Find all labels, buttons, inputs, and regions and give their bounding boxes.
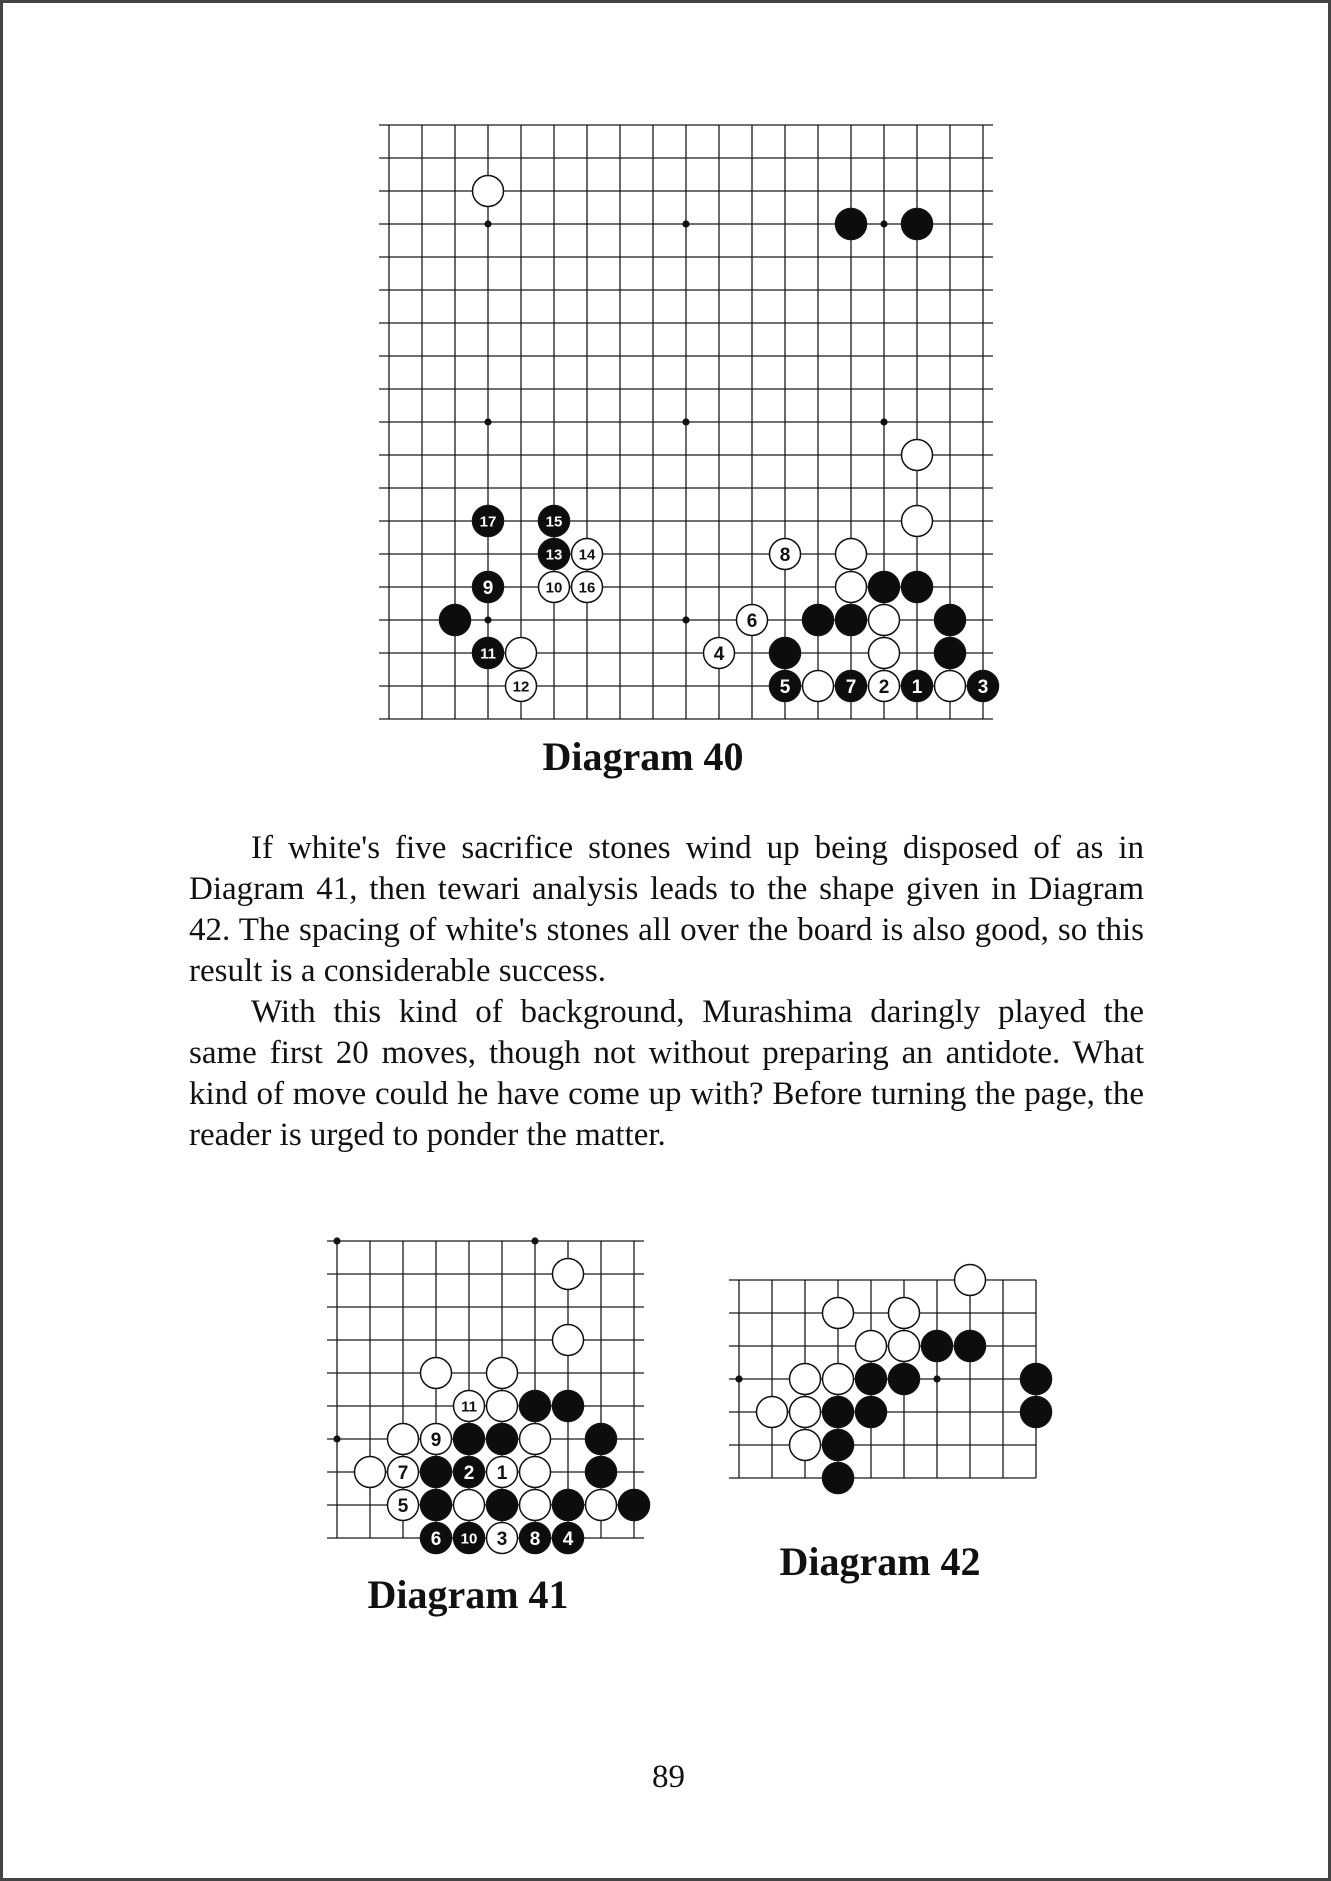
move-number: 6 xyxy=(746,610,758,632)
black-stone xyxy=(835,208,866,239)
move-number: 7 xyxy=(845,676,857,698)
white-stone xyxy=(822,1297,853,1328)
black-stone xyxy=(934,604,965,635)
white-stone xyxy=(420,1357,451,1388)
white-stone xyxy=(901,505,932,536)
black-stone xyxy=(855,1396,886,1427)
move-number: 1 xyxy=(496,1462,508,1484)
black-stone xyxy=(921,1330,952,1361)
white-stone xyxy=(453,1489,484,1520)
white-stone xyxy=(835,571,866,602)
move-number: 8 xyxy=(779,544,791,566)
white-stone xyxy=(519,1423,550,1454)
move-number: 3 xyxy=(977,676,989,698)
black-stone xyxy=(420,1456,451,1487)
black-stone xyxy=(769,637,800,668)
star-point xyxy=(880,220,887,227)
move-number: 1 xyxy=(911,676,923,698)
move-number: 10 xyxy=(545,579,563,597)
diagram-42-caption: Diagram 42 xyxy=(779,1539,981,1584)
body-text xyxy=(189,828,1144,1156)
black-stone xyxy=(855,1363,886,1394)
black-stone xyxy=(868,571,899,602)
star-point xyxy=(484,616,491,623)
page-number: 89 xyxy=(652,1759,685,1795)
black-stone xyxy=(453,1423,484,1454)
star-point xyxy=(682,616,689,623)
move-number: 9 xyxy=(430,1429,442,1451)
black-stone xyxy=(1020,1363,1051,1394)
move-number: 11 xyxy=(480,645,496,663)
black-stone xyxy=(420,1489,451,1520)
diagram-40-caption: Diagram 40 xyxy=(542,734,744,779)
move-number: 9 xyxy=(482,577,494,599)
white-stone xyxy=(552,1324,583,1355)
white-stone xyxy=(868,637,899,668)
move-number: 10 xyxy=(460,1530,478,1548)
black-stone xyxy=(802,604,833,635)
white-stone xyxy=(835,538,866,569)
black-stone xyxy=(585,1456,616,1487)
diagram-40-board xyxy=(371,107,989,699)
black-stone xyxy=(439,604,470,635)
black-stone xyxy=(585,1423,616,1454)
move-number: 16 xyxy=(578,579,596,597)
white-stone xyxy=(789,1396,820,1427)
black-stone xyxy=(822,1462,853,1493)
black-stone xyxy=(822,1396,853,1427)
star-point xyxy=(682,220,689,227)
paragraph-2: With this kind of background, Murashima daringly played the same first 20 moves, though not without preparing an antidote. What kind of move could he have come up with? Before turning the page, the reader is urged to ponder the matter. xyxy=(189,994,1144,1153)
white-stone xyxy=(505,637,536,668)
star-point xyxy=(333,1435,340,1442)
white-stone xyxy=(585,1489,616,1520)
diagram-42-board xyxy=(721,1262,1036,1494)
white-stone xyxy=(486,1357,517,1388)
diagram-41-caption: Diagram 41 xyxy=(367,1572,569,1617)
white-stone xyxy=(934,670,965,701)
black-stone xyxy=(888,1363,919,1394)
black-stone xyxy=(954,1330,985,1361)
move-number: 5 xyxy=(779,676,791,698)
move-number: 2 xyxy=(463,1462,475,1484)
move-number: 15 xyxy=(545,513,563,531)
white-stone xyxy=(789,1363,820,1394)
star-point xyxy=(735,1375,742,1382)
black-stone xyxy=(822,1429,853,1460)
white-stone xyxy=(519,1489,550,1520)
move-number: 2 xyxy=(878,676,890,698)
black-stone xyxy=(519,1390,550,1421)
white-stone xyxy=(802,670,833,701)
move-number: 8 xyxy=(529,1528,541,1550)
star-point xyxy=(933,1375,940,1382)
white-stone xyxy=(822,1363,853,1394)
black-stone xyxy=(1020,1396,1051,1427)
move-number: 6 xyxy=(430,1528,442,1550)
move-number: 5 xyxy=(397,1495,409,1517)
black-stone xyxy=(901,571,932,602)
move-number: 4 xyxy=(713,643,725,665)
white-stone xyxy=(519,1456,550,1487)
star-point xyxy=(484,220,491,227)
white-stone xyxy=(888,1330,919,1361)
star-point xyxy=(484,418,491,425)
white-stone xyxy=(868,604,899,635)
move-number: 17 xyxy=(479,513,497,531)
white-stone xyxy=(789,1429,820,1460)
move-number: 7 xyxy=(397,1462,409,1484)
star-point xyxy=(531,1237,538,1244)
black-stone xyxy=(618,1489,649,1520)
star-point xyxy=(682,418,689,425)
black-stone xyxy=(901,208,932,239)
white-stone xyxy=(354,1456,385,1487)
white-stone xyxy=(855,1330,886,1361)
star-point xyxy=(333,1237,340,1244)
move-number: 11 xyxy=(461,1398,477,1416)
white-stone xyxy=(954,1264,985,1295)
black-stone xyxy=(835,604,866,635)
diagram-41-board xyxy=(319,1223,623,1550)
star-point xyxy=(880,418,887,425)
black-stone xyxy=(486,1423,517,1454)
black-stone xyxy=(552,1489,583,1520)
paragraph-1: If white's five sacrifice stones wind up being disposed of as in Diagram 41, then tewari analysis leads to the shape given in Diagram 42. The spacing of white's stones all over the board is also good, so this result is a considerable success. xyxy=(189,830,1144,989)
white-stone xyxy=(888,1297,919,1328)
white-stone xyxy=(552,1258,583,1289)
black-stone xyxy=(934,637,965,668)
white-stone xyxy=(387,1423,418,1454)
move-number: 12 xyxy=(512,678,530,696)
white-stone xyxy=(486,1390,517,1421)
white-stone xyxy=(901,439,932,470)
move-number: 14 xyxy=(578,546,596,564)
black-stone xyxy=(552,1390,583,1421)
white-stone xyxy=(756,1396,787,1427)
move-number: 4 xyxy=(562,1528,574,1550)
white-stone xyxy=(472,175,503,206)
move-number: 3 xyxy=(496,1528,508,1550)
move-number: 13 xyxy=(545,546,563,564)
black-stone xyxy=(486,1489,517,1520)
